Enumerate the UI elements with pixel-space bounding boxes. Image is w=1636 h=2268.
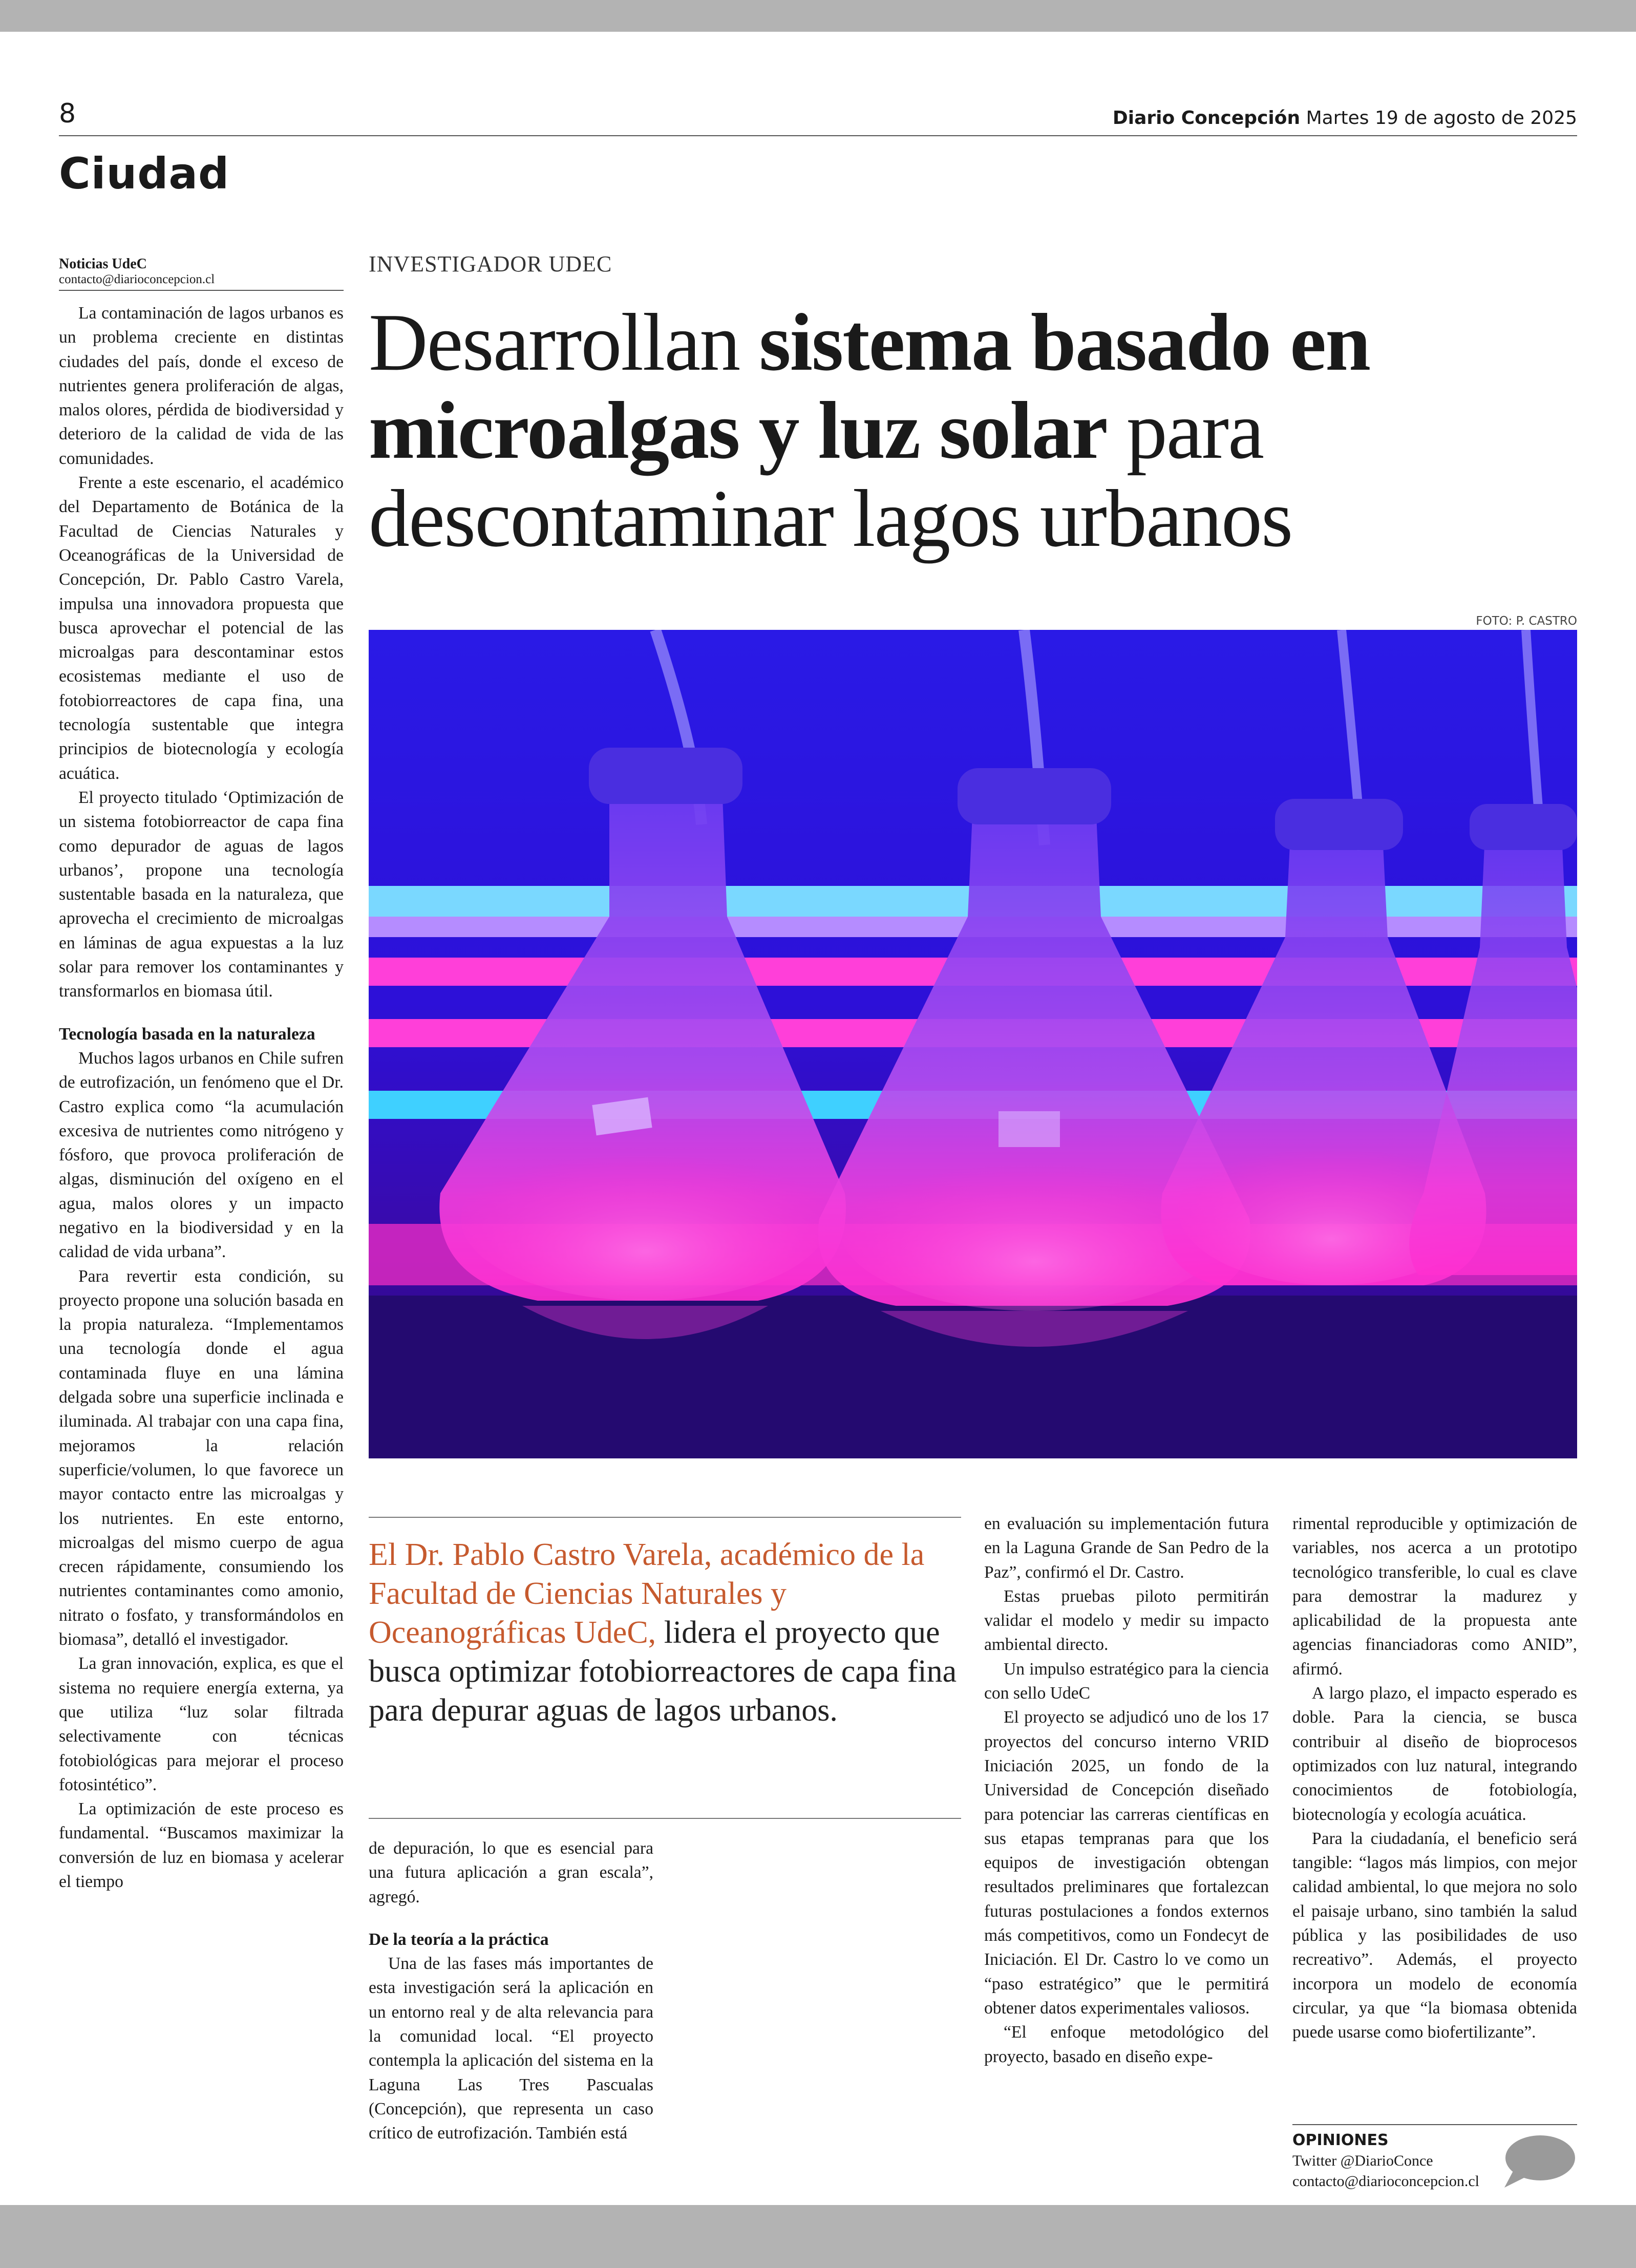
byline (59, 256, 344, 291)
column-1 (59, 301, 344, 1894)
col1-paragraph: El proyecto titulado ‘Optimización de un sistema fotobiorreactor de capa fina como depurador de aguas de lagos urbanos’, propone una tecnología sustentable basada en la naturaleza, que aprovecha el crecimiento de microalgas en láminas de agua expuestas a la luz solar para remover los contaminantes y transformarlos en biomasa útil. (59, 788, 344, 1001)
col4-paragraph: rimental reproducible y optimización de variables, nos acerca a un prototipo tecnológico transferible, lo cual es clave para demostrar la madurez y aplicabilidad de la propuesta ante agencias financiadoras como ANID”, afirmó. (1292, 1514, 1577, 1679)
headline-light: para descontaminar lagos urbanos (369, 385, 1292, 564)
col3-paragraph: El proyecto se adjudicó uno de los 17 proyectos del concurso interno VRID Iniciación 2025, un fondo de la Universidad de Concepción diseñado para potenciar las carreras científicas en sus etapas tempranas para que los equipos de investigación obtengan resultados preliminares que fortalezcan futuras postulaciones a fondos externos más competitivos, como un Fondecyt de Iniciación. El Dr. Castro lo ve como un “paso estratégico” que le permitirá obtener datos experimentales valiosos. (984, 1708, 1269, 2018)
col1-paragraph: Muchos lagos urbanos en Chile sufren de eutrofización, un fenómeno que el Dr. Castro explica como “la acumulación excesiva de nutrientes como nitrógeno y fósforo, que provoca proliferación de algas, disminución del oxígeno en el agua, malos olores y un impacto negativo en la biodiversidad y en la calidad de vida urbana”. (59, 1048, 344, 1262)
col1-paragraph: La gran innovación, explica, es que el sistema no requiere energía externa, ya que utiliza “luz solar filtrada selectivamente con técnicas fotobiológicas para mejorar el proceso fotosintético”. (59, 1654, 344, 1794)
lab-photo-microalgae-flasks (369, 630, 1577, 1458)
column-4 (1292, 1512, 1577, 2045)
paper-name: Diario Concepción (1112, 108, 1301, 129)
pull-quote-highlight: El Dr. Pablo Castro Varela, académico de la Facultad de Ciencias Naturales y Oceanográficas UdeC, (369, 1537, 925, 1650)
col2-subhead: De la teoría a la práctica (369, 1930, 549, 1949)
column-3 (984, 1512, 1269, 2069)
col1-paragraph: Para revertir esta condición, su proyecto propone una solución basada en la propia naturaleza. “Implementamos una tecnología donde el agua contaminada fluye en una lámina delgada sobre una superficie inclinada e iluminada. Al trabajar con una capa fina, mejoramos la relación superficie/volumen, lo que favorece un mayor contacto entre las microalgas y los nutrientes. En este entorno, microalgas del mismo cuerpo de agua crecen rápidamente, consumiendo los nutrientes contaminantes como amonio, nitrato o fosfato, y transformándolos en biomasa”, detalló el investigador. (59, 1266, 344, 1649)
pullquote-rule-top (369, 1517, 961, 1518)
col3-paragraph: Estas pruebas piloto permitirán validar el modelo y medir su impacto ambiental directo. (984, 1586, 1269, 1655)
col1-paragraph: La contaminación de lagos urbanos es un problema creciente en distintas ciudades del país, donde el exceso de nutrientes genera proliferación de algas, malos olores, pérdida de biodiversidad y deterioro de la calidad de vida de las comunidades. (59, 304, 344, 468)
col2-paragraph: de depuración, lo que es esencial para una futura aplicación a gran escala”, agregó. (369, 1839, 653, 1906)
opinions-twitter[interactable]: Twitter @DiarioConce (1292, 2152, 1433, 2169)
page-number: 8 (59, 98, 76, 129)
col3-subhead: Un impulso estratégico para la ciencia con sello UdeC (984, 1659, 1269, 1703)
opinions-title: OPINIONES (1292, 2131, 1389, 2149)
kicker: INVESTIGADOR UDEC (369, 251, 612, 277)
col1-paragraph: Frente a este escenario, el académico del Departamento de Botánica de la Facultad de Ciencias Naturales y Oceanográficas de la Universidad de Concepción, Dr. Pablo Castro Varela, impulsa una innovadora propuesta que busca aprovechar el potencial de las microalgas para descontaminar estos ecosistemas mediante el uso de fotobiorreactores de capa fina, una tecnología sustentable que integra principios de biotecnología y ecología acuática. (59, 473, 344, 783)
paper-header (1113, 108, 1577, 129)
newspaper-page (0, 32, 1636, 2205)
speech-bubble-icon (1500, 2133, 1577, 2190)
byline-author: Noticias UdeC (59, 256, 147, 272)
headline (369, 298, 1582, 562)
col3-paragraph: en evaluación su implementación futura en la Laguna Grande de San Pedro de la Paz”, confirmó el Dr. Castro. (984, 1514, 1269, 1582)
photo-credit: FOTO: P. CASTRO (1476, 614, 1577, 628)
pullquote-rule-bottom (369, 1818, 961, 1819)
col2-paragraph: Una de las fases más importantes de esta investigación será la aplicación en un entorno real y de alta relevancia para la comunidad local. “El proyecto contempla la aplicación del sistema en la Laguna Las Tres Pascualas (Concepción), que representa un caso crítico de eutrofización. También está (369, 1954, 653, 2143)
byline-email: contacto@diarioconcepcion.cl (59, 272, 215, 286)
section-title: Ciudad (59, 149, 230, 199)
col1-subhead: Tecnología basada en la naturaleza (59, 1024, 315, 1044)
col4-paragraph: Para la ciudadanía, el beneficio será tangible: “lagos más limpios, con mejor calidad ambiental, lo que mejora no solo el paisaje urbano, sino también la salud pública y las posibilidades de uso recreativo”. Además, el proyecto incorpora un modelo de economía circular, ya que “la biomasa obtenida puede usarse como biofertilizante”. (1292, 1829, 1577, 2042)
issue-date: Martes 19 de agosto de 2025 (1306, 108, 1577, 129)
col3-paragraph: “El enfoque metodológico del proyecto, basado en diseño expe- (984, 2023, 1269, 2066)
opinions-email[interactable]: contacto@diarioconcepcion.cl (1292, 2173, 1479, 2190)
header-rule (59, 135, 1577, 136)
headline-bold: sistema basado en microalgas y luz solar (369, 296, 1370, 476)
column-2 (369, 1836, 653, 2146)
pull-quote-text: lidera el proyecto que busca optimizar fotobiorreactores de capa fina para depurar aguas de lagos urbanos. (369, 1615, 957, 1728)
pull-quote (369, 1535, 961, 1730)
headline-light: Desarrollan (369, 296, 759, 388)
col4-paragraph: A largo plazo, el impacto esperado es doble. Para la ciencia, se busca contribuir al diseño de bioprocesos optimizados con luz natural, integrando conocimientos de fotobiología, biotecnología y ecología acuática. (1292, 1684, 1577, 1824)
col1-paragraph: La optimización de este proceso es fundamental. “Buscamos maximizar la conversión de luz en biomasa y acelerar el tiempo (59, 1799, 344, 1891)
opinions-rule (1292, 2124, 1577, 2125)
